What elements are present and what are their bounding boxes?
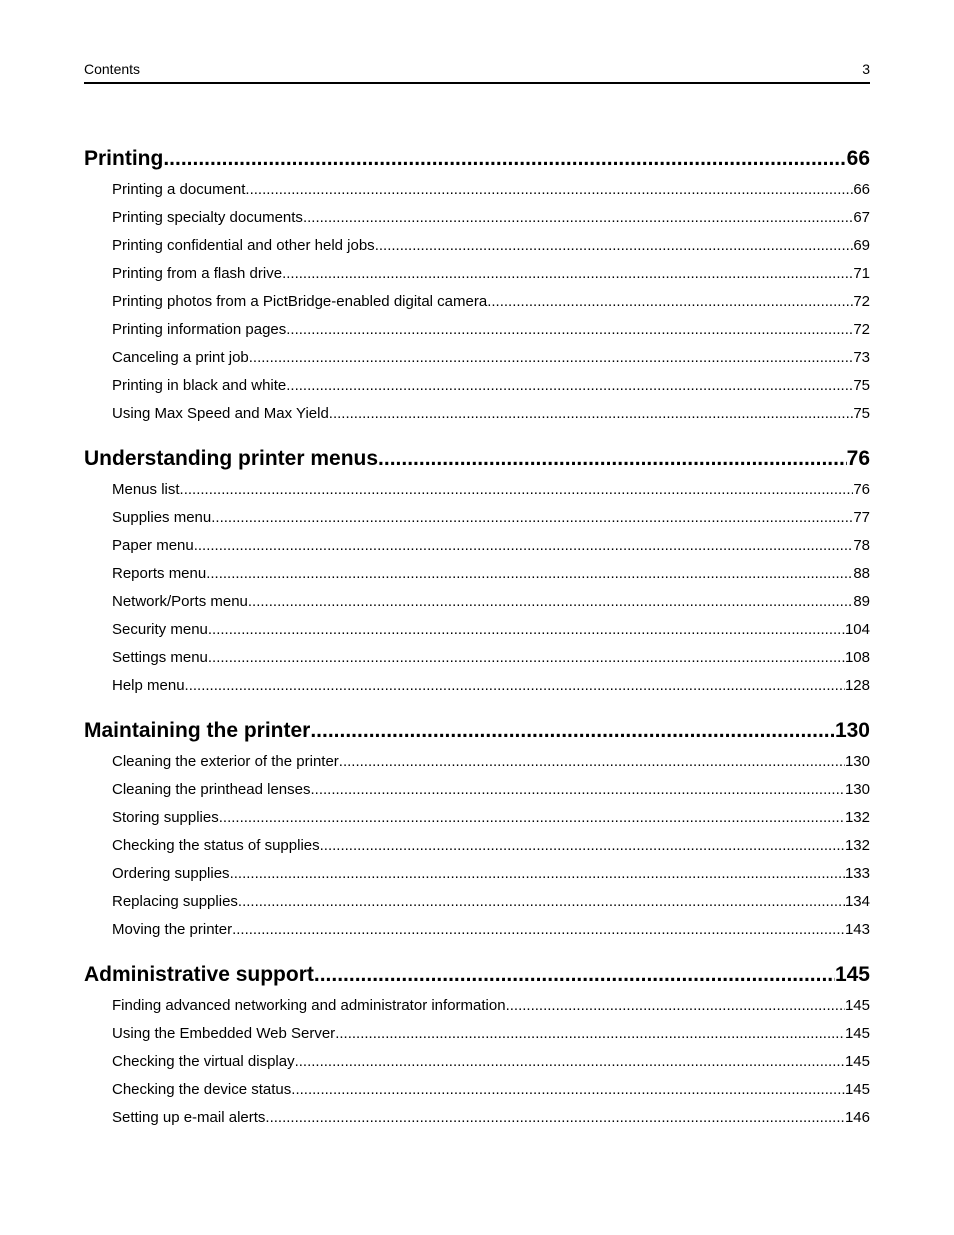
- entry-page-number: 146: [844, 1109, 870, 1126]
- dot-leader: [208, 616, 845, 644]
- entry-page-number: 104: [844, 621, 870, 638]
- toc-entry[interactable]: [112, 832, 870, 860]
- dot-leader: [286, 372, 853, 400]
- entry-title: Network/Ports menu: [112, 593, 248, 610]
- dot-leader: [375, 232, 854, 260]
- toc-section-heading[interactable]: [84, 716, 870, 746]
- entry-page-number: 145: [844, 1081, 870, 1098]
- entry-page-number: 130: [844, 753, 870, 770]
- entry-title: Help menu: [112, 677, 185, 694]
- dot-leader: [320, 832, 845, 860]
- entry-title: Reports menu: [112, 565, 207, 582]
- toc-section-heading[interactable]: [84, 960, 870, 990]
- toc-entry[interactable]: [112, 644, 870, 672]
- toc-entry[interactable]: [112, 204, 870, 232]
- entry-title: Security menu: [112, 621, 208, 638]
- dot-leader: [208, 644, 845, 672]
- toc-entry[interactable]: [112, 176, 870, 204]
- entry-page-number: 133: [844, 865, 870, 882]
- entry-page-number: 75: [853, 377, 870, 394]
- section-page-number: 76: [846, 447, 870, 470]
- dot-leader: [487, 288, 853, 316]
- toc-section: [84, 716, 870, 944]
- toc-entry[interactable]: [112, 588, 870, 616]
- dot-leader: [378, 444, 847, 474]
- toc-entry[interactable]: [112, 804, 870, 832]
- toc-entry[interactable]: [112, 476, 870, 504]
- entry-page-number: 78: [853, 537, 870, 554]
- entry-title: Settings menu: [112, 649, 208, 666]
- header-page-number: 3: [862, 61, 870, 77]
- dot-leader: [194, 532, 854, 560]
- entry-title: Ordering supplies: [112, 865, 230, 882]
- entry-title: Storing supplies: [112, 809, 219, 826]
- entry-title: Printing confidential and other held jobs: [112, 237, 375, 254]
- page-header: [84, 61, 870, 84]
- toc-entry[interactable]: [112, 672, 870, 700]
- section-spacer: [84, 700, 870, 716]
- section-spacer: [84, 428, 870, 444]
- entry-page-number: 66: [853, 181, 870, 198]
- entry-title: Checking the device status: [112, 1081, 292, 1098]
- entry-page-number: 72: [853, 321, 870, 338]
- section-title: Maintaining the printer: [84, 719, 311, 742]
- entry-page-number: 75: [853, 405, 870, 422]
- section-title: Understanding printer menus: [84, 447, 379, 470]
- dot-leader: [232, 916, 845, 944]
- toc-entry[interactable]: [112, 260, 870, 288]
- dot-leader: [230, 860, 845, 888]
- toc-entry[interactable]: [112, 504, 870, 532]
- entry-page-number: 132: [844, 809, 870, 826]
- toc-entry[interactable]: [112, 992, 870, 1020]
- dot-leader: [211, 504, 853, 532]
- entry-title: Printing a document: [112, 181, 246, 198]
- entry-page-number: 132: [844, 837, 870, 854]
- dot-leader: [238, 888, 845, 916]
- toc-section: [84, 960, 870, 1132]
- dot-leader: [310, 716, 835, 746]
- toc-section: [84, 444, 870, 700]
- entry-title: Printing information pages: [112, 321, 287, 338]
- toc-entry[interactable]: [112, 1104, 870, 1132]
- entry-page-number: 128: [844, 677, 870, 694]
- header-title: Contents: [84, 61, 141, 77]
- toc-section: [84, 144, 870, 428]
- entry-title: Printing from a flash drive: [112, 265, 283, 282]
- dot-leader: [291, 1076, 845, 1104]
- dot-leader: [249, 344, 854, 372]
- entry-title: Printing specialty documents: [112, 209, 303, 226]
- entry-page-number: 143: [844, 921, 870, 938]
- entry-title: Supplies menu: [112, 509, 212, 526]
- entry-page-number: 76: [853, 481, 870, 498]
- table-of-contents: [84, 144, 870, 1132]
- toc-section-heading[interactable]: [84, 144, 870, 174]
- entry-page-number: 73: [853, 349, 870, 366]
- entry-title: Printing photos from a PictBridge-enabled digital camera: [112, 293, 488, 310]
- dot-leader: [219, 804, 845, 832]
- dot-leader: [180, 476, 854, 504]
- entry-title: Using Max Speed and Max Yield: [112, 405, 329, 422]
- entry-title: Canceling a print job: [112, 349, 249, 366]
- entry-title: Using the Embedded Web Server: [112, 1025, 336, 1042]
- dot-leader: [282, 260, 853, 288]
- section-page-number: 130: [834, 719, 870, 742]
- toc-entry[interactable]: [112, 560, 870, 588]
- toc-entry[interactable]: [112, 860, 870, 888]
- toc-entry[interactable]: [112, 372, 870, 400]
- entry-title: Paper menu: [112, 537, 194, 554]
- entry-page-number: 69: [853, 237, 870, 254]
- toc-entry[interactable]: [112, 232, 870, 260]
- section-page-number: 66: [846, 147, 870, 170]
- entry-title: Printing in black and white: [112, 377, 287, 394]
- dot-leader: [314, 960, 835, 990]
- entry-page-number: 67: [853, 209, 870, 226]
- entry-page-number: 72: [853, 293, 870, 310]
- toc-entry[interactable]: [112, 316, 870, 344]
- entry-page-number: 71: [853, 265, 870, 282]
- entry-page-number: 130: [844, 781, 870, 798]
- dot-leader: [245, 176, 853, 204]
- dot-leader: [506, 992, 845, 1020]
- toc-entry[interactable]: [112, 344, 870, 372]
- toc-entry[interactable]: [112, 400, 870, 428]
- entry-page-number: 77: [853, 509, 870, 526]
- toc-entry[interactable]: [112, 1076, 870, 1104]
- toc-entry[interactable]: [112, 532, 870, 560]
- entry-title: Setting up e-mail alerts: [112, 1109, 266, 1126]
- entry-page-number: 145: [844, 997, 870, 1014]
- entry-title: Cleaning the printhead lenses: [112, 781, 311, 798]
- section-title: Administrative support: [84, 963, 314, 986]
- dot-leader: [248, 588, 853, 616]
- section-title: Printing: [84, 147, 164, 170]
- dot-leader: [286, 316, 853, 344]
- dot-leader: [303, 204, 853, 232]
- dot-leader: [206, 560, 853, 588]
- section-spacer: [84, 944, 870, 960]
- toc-entry[interactable]: [112, 748, 870, 776]
- toc-entry[interactable]: [112, 916, 870, 944]
- dot-leader: [295, 1048, 845, 1076]
- toc-entry[interactable]: [112, 616, 870, 644]
- toc-entry[interactable]: [112, 776, 870, 804]
- entry-title: Finding advanced networking and administrator information: [112, 997, 506, 1014]
- dot-leader: [339, 748, 845, 776]
- entry-title: Menus list: [112, 481, 180, 498]
- entry-title: Cleaning the exterior of the printer: [112, 753, 339, 770]
- dot-leader: [185, 672, 845, 700]
- entry-title: Checking the virtual display: [112, 1053, 295, 1070]
- dot-leader: [265, 1104, 845, 1132]
- entry-page-number: 134: [844, 893, 870, 910]
- toc-entry[interactable]: [112, 288, 870, 316]
- dot-leader: [329, 400, 854, 428]
- entry-title: Moving the printer: [112, 921, 233, 938]
- section-page-number: 145: [834, 963, 870, 986]
- dot-leader: [335, 1020, 845, 1048]
- entry-page-number: 89: [853, 593, 870, 610]
- entry-page-number: 145: [844, 1025, 870, 1042]
- toc-entry[interactable]: [112, 1048, 870, 1076]
- entry-title: Checking the status of supplies: [112, 837, 320, 854]
- toc-section-heading[interactable]: [84, 444, 870, 474]
- entry-page-number: 145: [844, 1053, 870, 1070]
- entry-page-number: 108: [844, 649, 870, 666]
- dot-leader: [310, 776, 844, 804]
- toc-entry[interactable]: [112, 888, 870, 916]
- entry-page-number: 88: [853, 565, 870, 582]
- dot-leader: [163, 144, 846, 174]
- toc-entry[interactable]: [112, 1020, 870, 1048]
- entry-title: Replacing supplies: [112, 893, 238, 910]
